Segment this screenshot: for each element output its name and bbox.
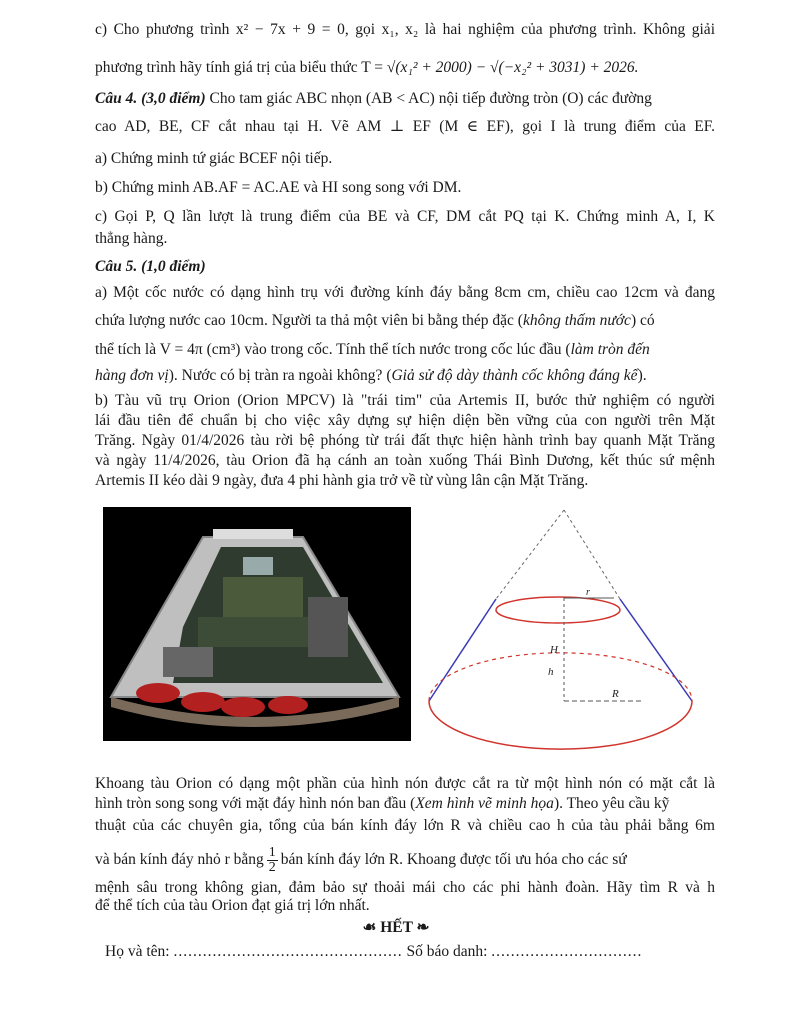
q3c-text: phương trình hãy tính giá trị của biểu thức T = xyxy=(95,59,387,76)
label-r: r xyxy=(586,587,590,598)
fraction-numerator: 1 xyxy=(268,845,276,860)
cone-side-right xyxy=(620,599,692,701)
expression-T: √(x₁² + 2000) − √(−x₂² + 3031) + 2026. xyxy=(386,59,639,76)
q5b-line-11: để thể tích của tàu Orion đạt giá trị lớn nhất. xyxy=(95,897,370,914)
q5b-text-7-end: ). Theo yêu cầu kỹ xyxy=(553,795,670,812)
fraction-denominator: 2 xyxy=(268,860,276,875)
q5a-line-4 xyxy=(95,366,715,386)
q5a-line-2 xyxy=(95,311,715,331)
q5b-line-5: Artemis II kéo dài 9 ngày, đưa 4 phi hành gia trở về từ vùng lân cận Mặt Trăng. xyxy=(95,472,589,489)
label-R: R xyxy=(612,688,619,700)
q5b-italic-7: Xem hình vẽ minh họa xyxy=(415,795,554,812)
end-marker: ☙ HẾT ❧ xyxy=(362,919,430,936)
label-H: H xyxy=(550,644,558,656)
q5b-line-6: Khoang tàu Orion có dạng một phần của hình nón được cắt ra từ một hình nón có mặt cắt là xyxy=(95,775,715,792)
q5a-line-1: a) Một cốc nước có dạng hình trụ với đường kính đáy bằng 8cm cm, chiều cao 12cm và đang xyxy=(95,284,715,301)
apex-line-right xyxy=(564,510,620,599)
q5b-line-1: b) Tàu vũ trụ Orion (Orion MPCV) là "trái tim" của Artemis II, bước thử nghiệm có người xyxy=(95,392,715,409)
q4-label: Câu 4. (3,0 điểm) xyxy=(95,90,206,107)
q5a-line-3 xyxy=(95,340,715,360)
q5a-italic-4b: Giả sử độ dày thành cốc không đáng kể xyxy=(391,367,638,384)
q5a-italic-3: làm tròn đến xyxy=(570,341,650,358)
q5a-text-4: ). Nước có bị tràn ra ngoài không? ( xyxy=(168,367,392,384)
name-label: Họ và tên: xyxy=(105,943,174,960)
q5a-text-4-end: ). xyxy=(637,367,647,384)
q5b-text-7: hình tròn song song với mặt đáy hình nón ban đầu ( xyxy=(95,795,416,812)
q4a: a) Chứng minh tứ giác BCEF nội tiếp. xyxy=(95,150,333,167)
frustum-diagram xyxy=(424,505,704,767)
q5b-line-9 xyxy=(95,846,715,875)
q5a-text-3: thể tích là V = 4π (cm³) vào trong cốc. Tính thể tích nước trong cốc lúc đầu ( xyxy=(95,341,571,358)
label-h: h xyxy=(548,666,554,678)
q5b-text-9-end: bán kính đáy lớn R. Khoang được tối ưu hóa cho các sứ xyxy=(280,851,627,869)
q3c-line-2 xyxy=(95,58,715,78)
q5b-line-4: và ngày 11/4/2026, tàu Orion đã hạ cánh an toàn xuống Thái Bình Dương, kết thúc sứ mệnh xyxy=(95,452,715,469)
q5-heading: Câu 5. (1,0 điểm) xyxy=(95,258,206,275)
base-ellipse-back xyxy=(429,653,692,701)
apex-line-left xyxy=(496,510,564,599)
q5b-line-7 xyxy=(95,794,715,814)
q4c: c) Gọi P, Q lần lượt là trung điểm của BE và CF, DM cắt PQ tại K. Chứng minh A, I, K xyxy=(95,208,715,225)
q4-intro: Cho tam giác ABC nhọn (AB < AC) nội tiếp đường tròn (O) các đường xyxy=(205,90,652,107)
q4-heading xyxy=(95,89,715,109)
q4b: b) Chứng minh AB.AF = AC.AE và HI song song với DM. xyxy=(95,179,462,196)
q5b-text-9: và bán kính đáy nhỏ r bằng xyxy=(95,851,264,869)
id-label: Số báo danh: xyxy=(402,943,492,960)
q4-line-2: cao AD, BE, CF cắt nhau tại H. Vẽ AM ⊥ EF (M ∈ EF), gọi I là trung điểm của EF. xyxy=(95,118,715,135)
q5b-line-3: Trăng. Ngày 01/4/2026 tàu rời bệ phóng từ trái đất thực hiện hành trình bay quanh Mặt Trăng xyxy=(95,432,715,449)
id-field: ............................... xyxy=(491,943,643,960)
q5b-line-2: lái đầu tiên để chuẩn bị cho việc xây dựng sự hiện diện bền vững của con người trên Mặt xyxy=(95,412,715,429)
cone-side-left xyxy=(429,599,496,701)
q4c-cont: thẳng hàng. xyxy=(95,230,168,247)
candidate-info xyxy=(105,943,642,961)
q5a-text-end: ) có xyxy=(630,312,655,329)
q5a-italic: không thấm nước xyxy=(522,312,631,329)
fraction-one-half xyxy=(267,846,278,875)
q5b-line-10: mệnh sâu trong không gian, đảm bảo sự thoải mái cho các phi hành đoàn. Hãy tìm R và h xyxy=(95,879,715,896)
q5b-line-8: thuật của các chuyên gia, tổng của bán kính đáy lớn R và chiều cao h của tàu phải bằng 6m xyxy=(95,817,715,834)
q5a-italic-4a: hàng đơn vị xyxy=(95,367,169,384)
base-ellipse-front xyxy=(429,701,692,749)
q5a-text: chứa lượng nước cao 10cm. Người ta thả một viên bi bằng thép đặc ( xyxy=(95,312,523,329)
name-field: ............................................... xyxy=(173,943,403,960)
orion-capsule-image xyxy=(103,507,411,741)
q3c-line-1: c) Cho phương trình x² − 7x + 9 = 0, gọi x₁, x₂ là hai nghiệm của phương trình. Không giải xyxy=(95,21,715,38)
top-circle xyxy=(496,597,620,623)
